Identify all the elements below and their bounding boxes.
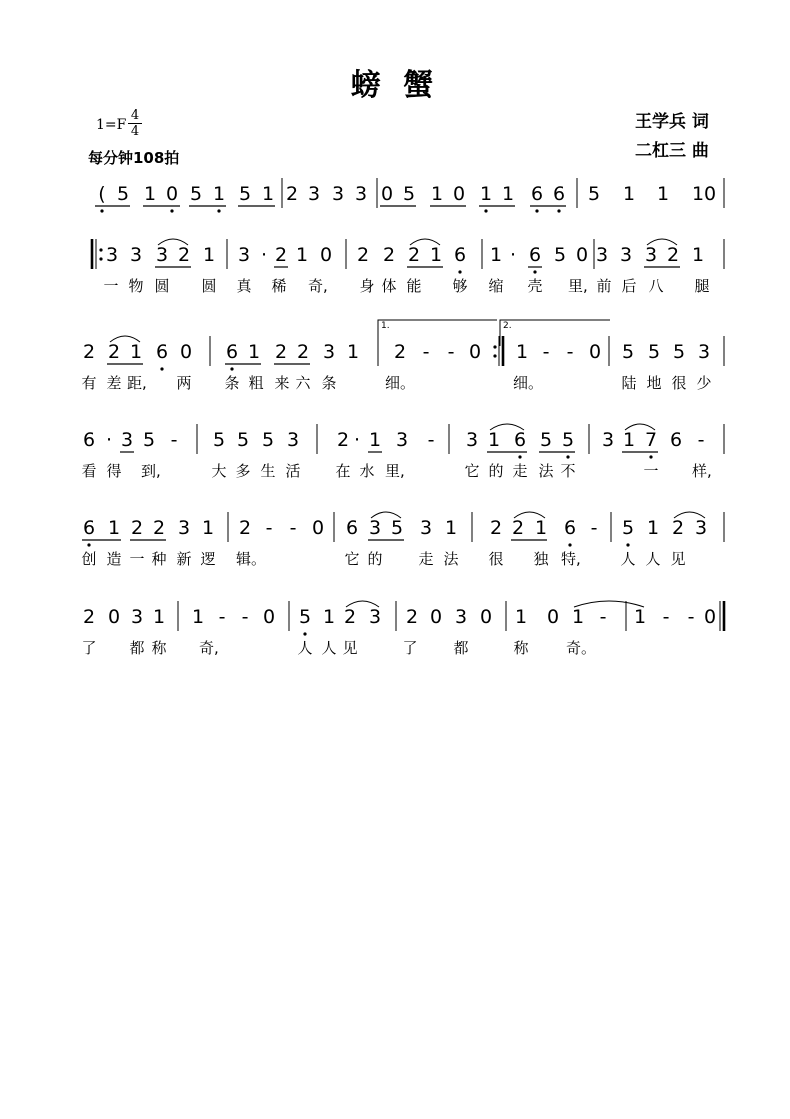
lyric-syllable: 腿 [694, 277, 710, 295]
lyric-syllable: 逻 [200, 550, 216, 568]
lyric-syllable: 都 [453, 639, 469, 657]
note: - [697, 429, 705, 451]
octave-dot [568, 543, 571, 546]
lyric-syllable: 法 [443, 550, 459, 568]
note: 3 [697, 341, 711, 363]
note: 5 [587, 183, 601, 205]
octave-dot [230, 367, 233, 370]
note: 0 [179, 341, 193, 363]
lyric-syllable: 八 [648, 277, 664, 295]
note: 0 [452, 183, 466, 205]
note: 0 [703, 606, 717, 628]
note: 1 [202, 244, 216, 266]
note: 7 [644, 429, 658, 451]
lyric-syllable: 里, [568, 277, 588, 295]
lyric-syllable: 称 [513, 639, 529, 657]
lyric-syllable: 多 [235, 462, 251, 480]
note: · [353, 429, 361, 451]
note: 0 [311, 517, 325, 539]
note: 2 [671, 517, 685, 539]
lyric-syllable: 身 [359, 277, 375, 295]
lyric-syllable: 有 [81, 374, 97, 392]
lyric-syllable: 很 [488, 550, 504, 568]
lyric-syllable: 圆 [154, 277, 170, 295]
note: - [687, 606, 695, 628]
note: 2 [274, 341, 288, 363]
note: 6 [530, 183, 544, 205]
note: 5 [402, 183, 416, 205]
repeat-dot [493, 345, 496, 348]
score-system-4 [0, 428, 790, 480]
note: 2 [285, 183, 299, 205]
note: 2 [274, 244, 288, 266]
lyric-syllable: 的 [367, 550, 383, 568]
score-system-6 [0, 605, 790, 657]
note: 0 [165, 183, 179, 205]
time-signature [128, 108, 142, 139]
note: 3 [395, 429, 409, 451]
lyric-syllable: 创 [81, 550, 97, 568]
note: 2 [393, 341, 407, 363]
lyric-syllable: 很 [671, 374, 687, 392]
note: 3 [595, 244, 609, 266]
note: 1 [501, 183, 515, 205]
note: 3 [307, 183, 321, 205]
note: 2 [336, 429, 350, 451]
lyric-syllable: 体 [381, 277, 397, 295]
note: 3 [129, 244, 143, 266]
lyric-syllable: 奇。 [566, 639, 597, 657]
note: 2 [238, 517, 252, 539]
note: 1 [152, 606, 166, 628]
note: 0 [703, 183, 717, 205]
note: 1 [646, 517, 660, 539]
note: 3 [644, 244, 658, 266]
note: 5 [539, 429, 553, 451]
lyric-syllable: 水 [359, 462, 375, 480]
volta-number: 1. [381, 321, 390, 331]
lyric-syllable: 造 [106, 550, 122, 568]
lyric-syllable: 种 [151, 550, 167, 568]
lyric-syllable: 法 [538, 462, 554, 480]
note: 6 [552, 183, 566, 205]
note: - [427, 429, 435, 451]
lyric-syllable: 条 [224, 374, 240, 392]
note: - [218, 606, 226, 628]
note: 2 [407, 244, 421, 266]
note: 5 [189, 183, 203, 205]
lyric-syllable: 后 [621, 277, 637, 295]
note: 5 [621, 517, 635, 539]
lyric-syllable: 一 [129, 550, 145, 568]
lyric-syllable: 走 [418, 550, 434, 568]
note: 5 [672, 341, 686, 363]
note: 3 [601, 429, 615, 451]
note: 3 [619, 244, 633, 266]
note: 3 [454, 606, 468, 628]
note: 3 [368, 517, 382, 539]
lyricist-credit: 王学兵 词 [635, 112, 709, 132]
octave-dot [649, 455, 652, 458]
note: 0 [262, 606, 276, 628]
lyric-syllable: 人 [645, 550, 661, 568]
note: 1 [295, 244, 309, 266]
note: 1 [430, 183, 444, 205]
note: 6 [225, 341, 239, 363]
note: 1 [191, 606, 205, 628]
note: 3 [120, 429, 134, 451]
note: 2 [107, 341, 121, 363]
note: 3 [155, 244, 169, 266]
lyric-syllable: 差 [106, 374, 122, 392]
octave-dot [217, 209, 220, 212]
note: 2 [356, 244, 370, 266]
lyric-syllable: 不 [560, 462, 576, 480]
note: - [662, 606, 670, 628]
lyric-syllable: 条 [321, 374, 337, 392]
note: 1 [129, 341, 143, 363]
note: 6 [669, 429, 683, 451]
octave-dot [484, 209, 487, 212]
note: 1 [201, 517, 215, 539]
note: 1 [212, 183, 226, 205]
note: · [260, 244, 268, 266]
note: 0 [319, 244, 333, 266]
note: 6 [155, 341, 169, 363]
time-signature-denominator: 4 [130, 124, 140, 139]
lyric-syllable: 粗 [248, 374, 264, 392]
repeat-dot [99, 257, 102, 260]
note: 1 [515, 341, 529, 363]
note: 0 [380, 183, 394, 205]
note: 3 [237, 244, 251, 266]
note: 3 [354, 183, 368, 205]
note: - [241, 606, 249, 628]
lyric-syllable: 物 [128, 277, 144, 295]
note: 6 [513, 429, 527, 451]
lyric-syllable: 缩 [488, 277, 504, 295]
octave-dot [87, 543, 90, 546]
note: 2 [511, 517, 525, 539]
note: 2 [489, 517, 503, 539]
note: 6 [453, 244, 467, 266]
note: 0 [575, 244, 589, 266]
octave-dot [100, 209, 103, 212]
note: 1 [444, 517, 458, 539]
key-signature: 1=F [96, 117, 127, 133]
note: 5 [238, 183, 252, 205]
lyric-syllable: 人 [620, 550, 636, 568]
note: - [590, 517, 598, 539]
note: 1 [633, 606, 647, 628]
note: 2 [666, 244, 680, 266]
note: 5 [116, 183, 130, 205]
song-title: 螃 蟹 [350, 68, 440, 103]
octave-dot [535, 209, 538, 212]
octave-dot [533, 270, 536, 273]
octave-dot [303, 632, 306, 635]
lyric-syllable: 看 [81, 462, 97, 480]
lyric-syllable: 特, [561, 550, 581, 568]
note: 1 [261, 183, 275, 205]
lyric-syllable: 在 [335, 462, 351, 480]
note: - [422, 341, 430, 363]
lyric-syllable: 见 [342, 639, 358, 657]
lyric-syllable: 距, [127, 374, 147, 392]
note: 1 [247, 341, 261, 363]
note: 2 [382, 244, 396, 266]
note: 2 [152, 517, 166, 539]
note: 1 [368, 429, 382, 451]
lyric-syllable: 新 [176, 550, 192, 568]
note: 3 [368, 606, 382, 628]
note: 2 [296, 341, 310, 363]
note: 2 [82, 606, 96, 628]
note: 5 [298, 606, 312, 628]
composer-credit: 二杠三 曲 [635, 141, 709, 161]
score-system-1 [0, 182, 790, 222]
note: 1 [107, 517, 121, 539]
lyric-syllable: 里, [385, 462, 405, 480]
lyric-syllable: 地 [646, 374, 662, 392]
note: 3 [465, 429, 479, 451]
score-system-3 [0, 321, 790, 392]
note: 1 [489, 244, 503, 266]
note: 0 [107, 606, 121, 628]
lyric-syllable: 人 [297, 639, 313, 657]
octave-dot [566, 455, 569, 458]
note: 3 [694, 517, 708, 539]
lyric-syllable: 辑。 [236, 550, 267, 568]
lyric-syllable: 细。 [385, 374, 416, 392]
note: 6 [82, 517, 96, 539]
octave-dot [518, 455, 521, 458]
lyric-syllable: 奇, [308, 277, 328, 295]
note: 3 [130, 606, 144, 628]
note: 2 [177, 244, 191, 266]
lyric-syllable: 独 [533, 550, 549, 568]
note: 1 [656, 183, 670, 205]
lyric-syllable: 走 [512, 462, 528, 480]
octave-dot [160, 367, 163, 370]
lyric-syllable: 了 [81, 639, 97, 657]
lyric-syllable: 一 [643, 462, 659, 480]
note: - [542, 341, 550, 363]
repeat-dot [99, 248, 102, 251]
repeat-dot [493, 354, 496, 357]
lyric-syllable: 能 [406, 277, 422, 295]
lyric-syllable: 大 [211, 462, 227, 480]
lyric-syllable: 细。 [513, 374, 544, 392]
lyric-syllable: 生 [260, 462, 276, 480]
note: 1 [322, 606, 336, 628]
note: 1 [622, 183, 636, 205]
note: 5 [621, 341, 635, 363]
lyric-syllable: 的 [488, 462, 504, 480]
lyric-syllable: 它 [464, 462, 480, 480]
note: 0 [479, 606, 493, 628]
note: 3 [322, 341, 336, 363]
lyric-syllable: 六 [295, 374, 311, 392]
note: - [599, 606, 607, 628]
lyric-syllable: 两 [176, 374, 192, 392]
lyric-syllable: 稀 [271, 277, 287, 295]
note: 5 [390, 517, 404, 539]
lyric-syllable: 一 [103, 277, 119, 295]
note: 1 [571, 606, 585, 628]
note: - [265, 517, 273, 539]
lyric-syllable: 陆 [621, 374, 637, 392]
note: 3 [331, 183, 345, 205]
note: 6 [82, 429, 96, 451]
note: 3 [177, 517, 191, 539]
note: 6 [528, 244, 542, 266]
octave-dot [626, 543, 629, 546]
note: 3 [419, 517, 433, 539]
note: - [289, 517, 297, 539]
lyric-syllable: 来 [274, 374, 290, 392]
octave-dot [557, 209, 560, 212]
note: 5 [261, 429, 275, 451]
note: 1 [622, 429, 636, 451]
note: 2 [405, 606, 419, 628]
note: 1 [691, 183, 705, 205]
note: 5 [647, 341, 661, 363]
octave-dot [458, 270, 461, 273]
lyric-syllable: 人 [321, 639, 337, 657]
octave-dot [170, 209, 173, 212]
note: 2 [343, 606, 357, 628]
note: 1 [429, 244, 443, 266]
lyric-syllable: 到, [141, 462, 161, 480]
note: 1 [479, 183, 493, 205]
score-system-5 [0, 516, 790, 568]
note: 3 [105, 244, 119, 266]
volta-number: 2. [503, 321, 512, 331]
lyric-syllable: 得 [106, 462, 122, 480]
note: 5 [561, 429, 575, 451]
note: 1 [143, 183, 157, 205]
note: - [170, 429, 178, 451]
time-signature-numerator: 4 [128, 108, 142, 124]
score-system-2 [0, 243, 790, 295]
note: 1 [346, 341, 360, 363]
lyric-syllable: 够 [452, 277, 468, 295]
note: ( [98, 183, 106, 205]
note: 5 [553, 244, 567, 266]
lyric-syllable: 奇, [199, 639, 219, 657]
note: 1 [534, 517, 548, 539]
note: · [105, 429, 113, 451]
note: 5 [236, 429, 250, 451]
note: - [447, 341, 455, 363]
lyric-syllable: 真 [236, 277, 252, 295]
lyric-syllable: 少 [696, 374, 712, 392]
note: 6 [563, 517, 577, 539]
note: 2 [82, 341, 96, 363]
note: 1 [487, 429, 501, 451]
lyric-syllable: 见 [670, 550, 686, 568]
lyric-syllable: 它 [344, 550, 360, 568]
note: 6 [345, 517, 359, 539]
lyric-syllable: 壳 [527, 277, 543, 295]
lyric-syllable: 称 [151, 639, 167, 657]
note: 5 [142, 429, 156, 451]
note: · [509, 244, 517, 266]
note: - [566, 341, 574, 363]
lyric-syllable: 了 [402, 639, 418, 657]
note: 3 [286, 429, 300, 451]
note: 1 [691, 244, 705, 266]
lyric-syllable: 圆 [201, 277, 217, 295]
lyric-syllable: 都 [129, 639, 145, 657]
note: 2 [130, 517, 144, 539]
tempo-marking: 每分钟108拍 [88, 149, 180, 167]
note: 5 [212, 429, 226, 451]
lyric-syllable: 前 [596, 277, 612, 295]
note: 0 [546, 606, 560, 628]
note: 0 [429, 606, 443, 628]
lyric-syllable: 活 [285, 462, 301, 480]
note: 0 [468, 341, 482, 363]
note: 0 [588, 341, 602, 363]
note: 1 [514, 606, 528, 628]
lyric-syllable: 样, [692, 462, 712, 480]
